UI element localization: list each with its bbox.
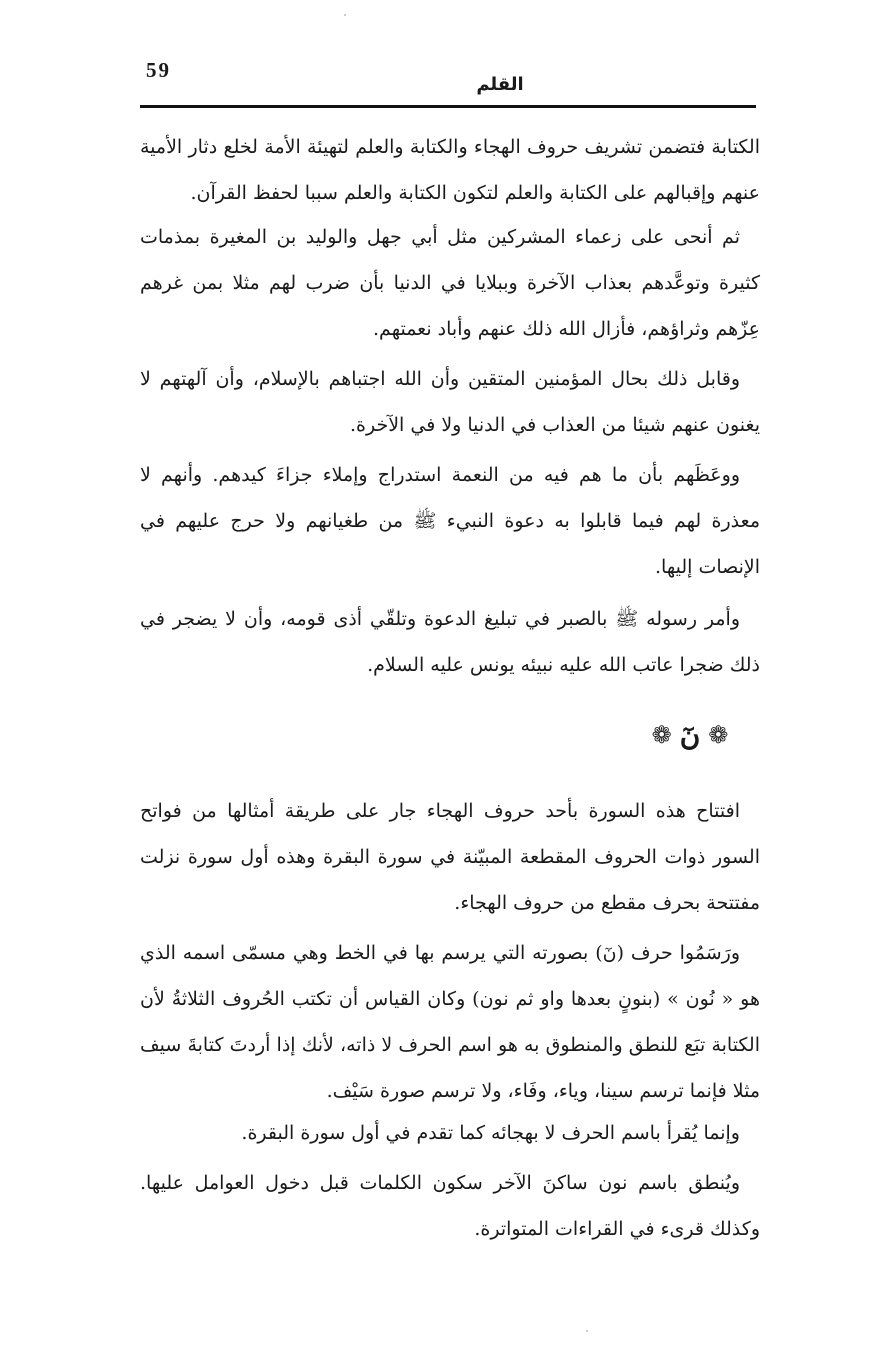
- paragraph-2: ثم أنحى على زعماء المشركين مثل أبي جهل والوليد بن المغيرة بمذمات كثيرة وتوعَّدهم بعذاب الآخرة وببلايا في الدنيا بأن ضرب لهم مثلا بمن غرهم عِزّهم وثراؤهم، فأزال الله ذلك عنهم وأباد نعمتهم.: [140, 226, 760, 340]
- paragraph-4: ووعَظَهم بأن ما هم فيه من النعمة استدراج وإملاء جزاءَ كيدهم. وأنهم لا معذرة لهم فيما قابلوا به دعوة النبيء ﷺ من طغيانهم ولا حرج عليهم في الإنصات إليها.: [140, 464, 760, 578]
- paragraph-8: وإنما يُقرأ باسم الحرف لا بهجائه كما تقدم في أول سورة البقرة.: [241, 1122, 740, 1144]
- paragraph-5: وأمر رسوله ﷺ بالصبر في تبليغ الدعوة وتلقّي أذى قومه، وأن لا يضجر في ذلك ضجرا عاتب الله عليه نبيئه يونس عليه السلام.: [140, 608, 760, 676]
- scan-speck: [586, 1330, 588, 1332]
- paragraph-7: ورَسَمُوا حرف (نٓ) بصورته التي يرسم بها في الخط وهي مسمّى اسمه الذي هو « نُون » (بنونٍ بعدها واو ثم نون) وكان القياس أن تكتب الحُروف الثلاثةُ لأن الكتابة تبَع للنطق والمنطوق به هو اسم الحرف لا ذاته، لأنك إذا أردتَ كتابةَ سيف مثلا فإنما ترسم سينا، وياء، وفَاء، ولا ترسم صورة سَيْف.: [140, 942, 760, 1102]
- surah-letter-heading: [620, 712, 760, 758]
- paragraph-3: وقابل ذلك بحال المؤمنين المتقين وأن الله اجتباهم بالإسلام، وأن آلهتهم لا يغنون عنهم شيئا من العذاب في الدنيا ولا في الآخرة.: [140, 368, 760, 436]
- surah-letter: نٓ: [679, 718, 701, 752]
- paragraph-9: ويُنطق باسم نون ساكنَ الآخر سكون الكلمات قبل دخول العوامل عليها. وكذلك قرىء في القراءات المتواترة.: [140, 1172, 760, 1240]
- paragraph-1: الكتابة فتضمن تشريف حروف الهجاء والكتابة والعلم لتهيئة الأمة لخلع دثار الأمية عنهم وإقبالهم على الكتابة والعلم لتكون الكتابة والعلم سببا لحفظ القرآن.: [140, 136, 760, 204]
- ornament-left-icon: ❁: [651, 721, 672, 749]
- page-header: [0, 0, 890, 110]
- running-head: القلم: [476, 74, 524, 95]
- paragraph-6: افتتاح هذه السورة بأحد حروف الهجاء جار على طريقة أمثالها من فواتح السور ذوات الحروف المقطعة المبيّنة في سورة البقرة وهذه أول سورة نزلت مفتتحة بحرف مقطع من حروف الهجاء.: [140, 800, 760, 914]
- header-rule: [140, 105, 756, 108]
- scan-speck: [344, 14, 346, 16]
- ornament-right-icon: ❁: [708, 721, 729, 749]
- page-number: 59: [146, 58, 171, 82]
